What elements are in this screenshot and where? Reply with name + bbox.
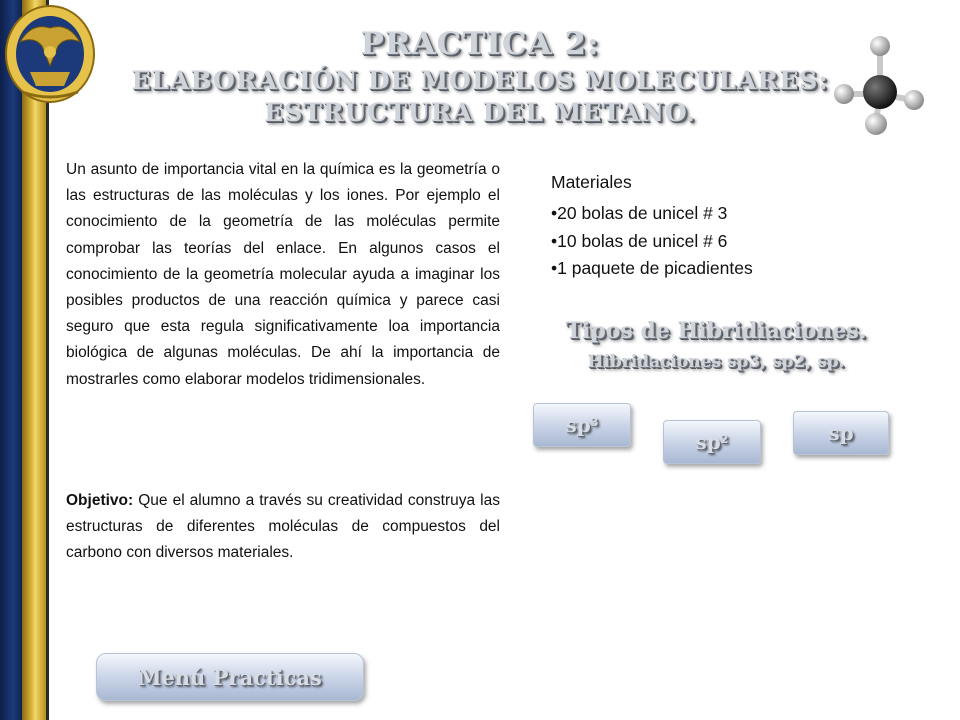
sp3-button-label: sp [565, 413, 591, 437]
sp3-button[interactable] [533, 403, 631, 447]
objective-text: Que el alumno a través su creatividad construya las estructuras de diferentes moléculas de compuestos del carbono con diversos materiales. [66, 492, 500, 562]
materials-item: •20 bolas de unicel # 3 [551, 203, 728, 223]
objective-label: Objetivo: [66, 492, 134, 509]
materials-list [551, 200, 753, 283]
sp2-button-superscript: 2 [720, 432, 729, 446]
sp2-button[interactable] [663, 420, 761, 464]
materials-title: Materiales [551, 172, 632, 192]
sp2-button-label: sp [695, 430, 721, 454]
materials-item: •1 paquete de picadientes [551, 258, 753, 278]
page-subtitle-line1: ELABORACIÓN DE MODELOS MOLECULARES: [131, 66, 829, 95]
hybridization-subtitle: Hibridaciones sp3, sp2, sp. [587, 352, 845, 372]
hybridization-title: Tipos de Hibridiaciones. [565, 318, 867, 344]
sp-button[interactable] [793, 411, 889, 455]
sp-button-label: sp [828, 421, 854, 445]
intro-paragraph: Un asunto de importancia vital en la química es la geometría o las estructuras de las moléculas y los iones. Por ejemplo el conocimiento de la geometría de las moléculas permite comprobar las teorías del enlace. En algunos casos el conocimiento de la geometría molecular ayuda a imaginar los posibles productos de una reacción química y parece casi seguro que esta regula significativamente loa importancia biológica de algunas moléculas. De ahí la importancia de mostrarles como elaborar modelos tridimensionales. [66, 161, 500, 388]
objective-paragraph [66, 488, 500, 567]
sp3-button-superscript: 3 [590, 415, 599, 429]
page-subtitle-line2: ESTRUCTURA DEL METANO. [264, 98, 696, 127]
page-title: PRACTICA 2: [360, 26, 600, 62]
materials-item: •10 bolas de unicel # 6 [551, 230, 728, 251]
methane-molecule-icon [832, 34, 932, 138]
practices-menu-button[interactable]: Menú Practicas [96, 653, 364, 701]
